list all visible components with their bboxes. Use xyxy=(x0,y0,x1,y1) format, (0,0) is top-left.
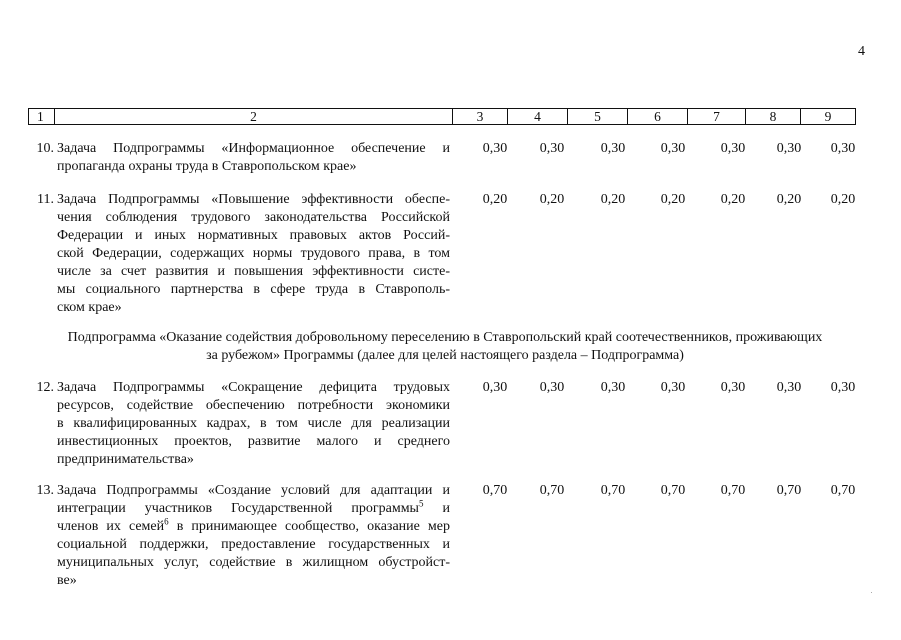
value-col-4: 0,30 xyxy=(539,141,565,156)
page-number: 4 xyxy=(858,44,865,59)
value-col-6: 0,70 xyxy=(660,483,686,498)
value-col-8: 0,30 xyxy=(776,141,802,156)
value-col-7: 0,30 xyxy=(720,141,746,156)
footnote-marker: 6 xyxy=(164,516,169,527)
value-col-8: 0,30 xyxy=(776,380,802,395)
task-description xyxy=(57,482,450,590)
task-line: чения соблюдения трудового законодательства Российской xyxy=(57,210,450,225)
column-number-2: 2 xyxy=(55,109,453,125)
value-col-6: 0,30 xyxy=(660,141,686,156)
task-line: мы социального партнерства в сфере труда в Ставрополь- xyxy=(57,282,450,297)
row-number: 13. xyxy=(36,483,54,498)
task-line: Федерации и иных нормативных правовых актов Россий- xyxy=(57,228,450,243)
task-description xyxy=(57,379,450,469)
column-number-4: 4 xyxy=(508,109,568,125)
task-line-text: в принимающее сообщество, оказание мер xyxy=(176,519,450,534)
column-number-6: 6 xyxy=(628,109,688,125)
column-number-9: 9 xyxy=(801,109,856,125)
task-line xyxy=(57,500,450,518)
value-col-6: 0,30 xyxy=(660,380,686,395)
task-line-text: членов их семей xyxy=(57,519,165,534)
task-line: муниципальных услуг, содействие в жилищном обустройст- xyxy=(57,555,450,570)
task-line: предпринимательства» xyxy=(57,452,194,467)
value-col-8: 0,70 xyxy=(776,483,802,498)
task-line: ресурсов, содействие обеспечению потребности экономики xyxy=(57,398,450,413)
task-description xyxy=(57,140,450,176)
value-col-9: 0,30 xyxy=(830,141,856,156)
row-number: 12. xyxy=(36,380,54,395)
column-number-1: 1 xyxy=(29,109,55,125)
value-col-3: 0,20 xyxy=(482,192,508,207)
scan-speck xyxy=(871,592,872,593)
value-col-4: 0,70 xyxy=(539,483,565,498)
task-line: Задача Подпрограммы «Сокращение дефицита трудовых xyxy=(57,380,450,395)
task-line: пропаганда охраны труда в Ставропольском крае» xyxy=(57,159,357,174)
task-line: ской Федерации, содержащих нормы трудового права, в том xyxy=(57,246,450,261)
task-line: в квалифицированных кадрах, в том числе для реализации xyxy=(57,416,450,431)
value-col-5: 0,30 xyxy=(600,380,626,395)
task-line: Задача Подпрограммы «Информационное обеспечение и xyxy=(57,141,450,156)
value-col-7: 0,70 xyxy=(720,483,746,498)
value-col-5: 0,70 xyxy=(600,483,626,498)
task-line: инвестиционных проектов, развитие малого и среднего xyxy=(57,434,450,449)
column-number-7: 7 xyxy=(688,109,746,125)
value-col-3: 0,70 xyxy=(482,483,508,498)
value-col-8: 0,20 xyxy=(776,192,802,207)
footnote-marker: 5 xyxy=(418,498,424,509)
column-header-row xyxy=(29,109,856,125)
column-number-8: 8 xyxy=(746,109,801,125)
value-col-9: 0,70 xyxy=(830,483,856,498)
task-line: ве» xyxy=(57,573,77,588)
task-line: социальной поддержки, предоставление государственных и xyxy=(57,537,450,552)
value-col-6: 0,20 xyxy=(660,192,686,207)
task-line: Задача Подпрограммы «Создание условий для адаптации и xyxy=(57,483,450,498)
column-number-5: 5 xyxy=(568,109,628,125)
task-line-text: и xyxy=(442,501,451,516)
subprogram-heading-line: за рубежом» Программы (далее для целей настоящего раздела – Подпрограмма) xyxy=(206,348,684,363)
value-col-3: 0,30 xyxy=(482,380,508,395)
value-col-5: 0,20 xyxy=(600,192,626,207)
value-col-5: 0,30 xyxy=(600,141,626,156)
value-col-4: 0,30 xyxy=(539,380,565,395)
task-line-text: интеграции участников Государственной программы xyxy=(57,501,419,516)
row-number: 11. xyxy=(37,192,54,207)
task-line: Задача Подпрограммы «Повышение эффективности обеспе- xyxy=(57,192,450,207)
column-header-table xyxy=(28,108,856,125)
value-col-7: 0,20 xyxy=(720,192,746,207)
subprogram-heading xyxy=(30,329,860,365)
value-col-7: 0,30 xyxy=(720,380,746,395)
task-description xyxy=(57,191,450,317)
task-line: ском крае» xyxy=(57,300,122,315)
value-col-4: 0,20 xyxy=(539,192,565,207)
value-col-3: 0,30 xyxy=(482,141,508,156)
value-col-9: 0,30 xyxy=(830,380,856,395)
task-line: числе за счет развития и повышения эффективности систе- xyxy=(57,264,450,279)
subprogram-heading-line: Подпрограмма «Оказание содействия добровольному переселению в Ставропольский край соотечественников, проживающих xyxy=(67,330,823,345)
task-line xyxy=(57,518,450,536)
column-number-3: 3 xyxy=(453,109,508,125)
value-col-9: 0,20 xyxy=(830,192,856,207)
row-number: 10. xyxy=(36,141,54,156)
